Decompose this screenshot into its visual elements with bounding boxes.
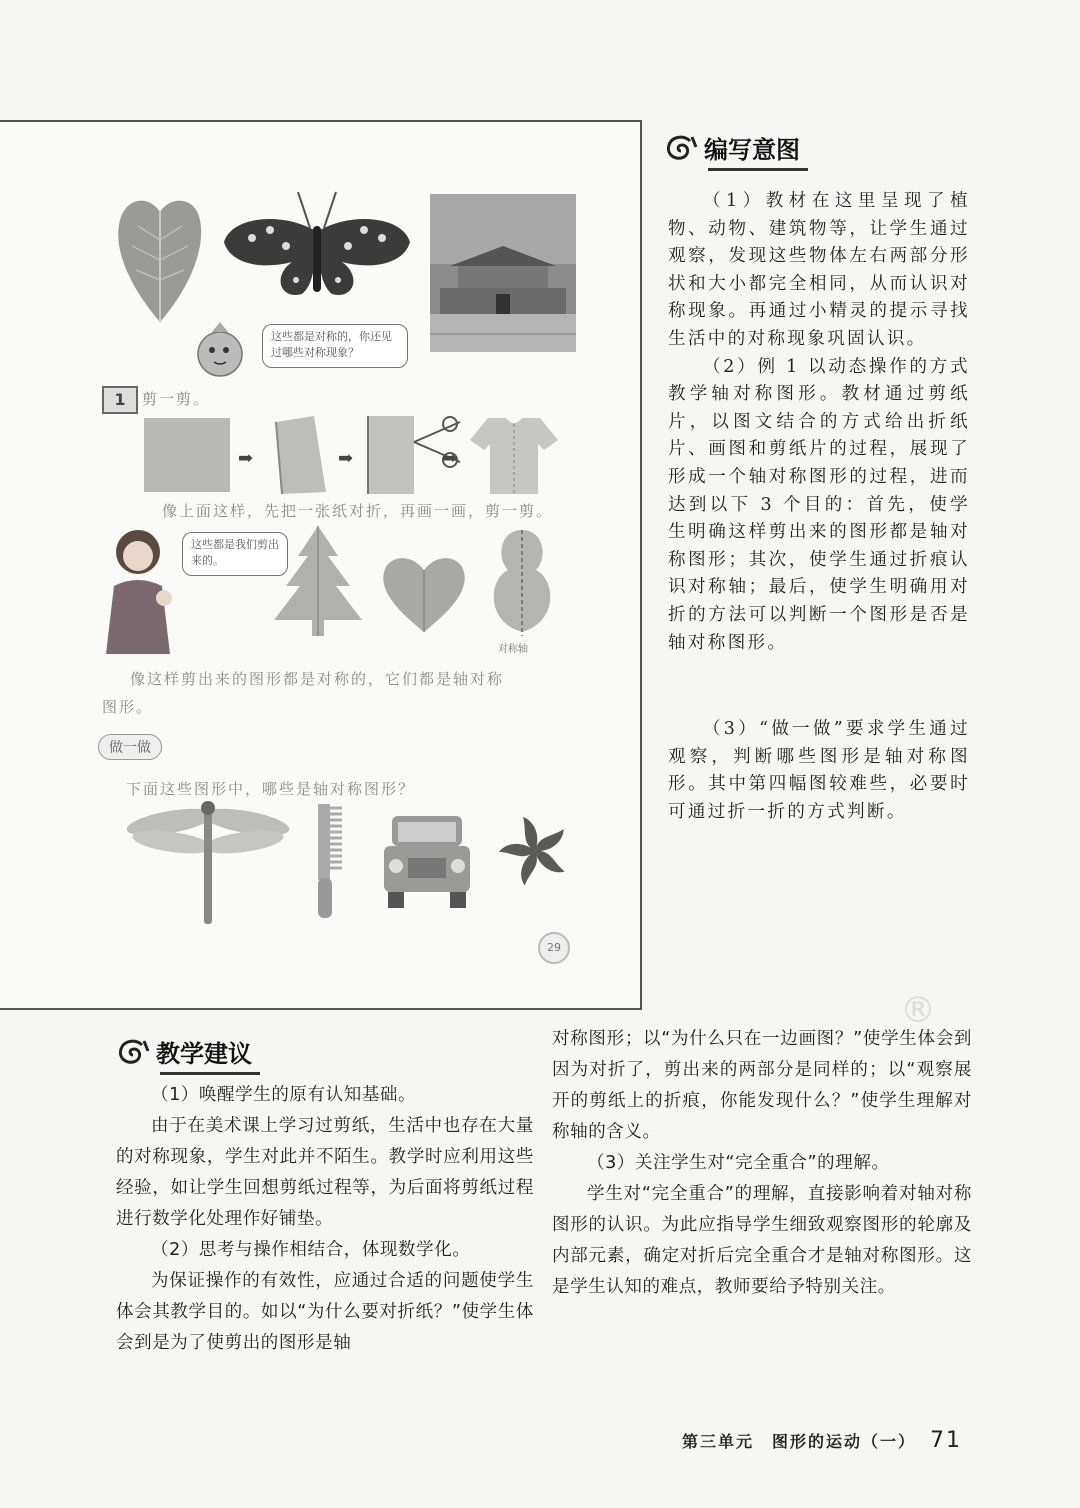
folded-paper	[266, 414, 336, 496]
suggest-point-2-continued: 对称图形；以“为什么只在一边画图？”使学生体会到因为对折了，剪出来的两部分是同样的；以“观察展开的剪纸上的折痕，你能发现什么？”使学生理解对称轴的含义。	[552, 1029, 972, 1142]
bauhinia-flower	[498, 814, 572, 888]
intent-body	[668, 188, 970, 657]
intent-paragraph-3: （3）“做一做”要求学生通过观察，判断哪些图形是轴对称图形。其中第四幅图较难些，必要时可通过折一折的方式判断。	[668, 719, 970, 822]
caption-fold-cut: 像上面这样，先把一张纸对折，再画一画，剪一剪。	[162, 502, 554, 520]
example-number-badge: 1	[102, 386, 138, 414]
intent-title: 编写意图	[704, 136, 800, 164]
comb-illustration	[310, 802, 346, 922]
practice-label: 做一做	[98, 734, 162, 760]
caption-symmetric-line1: 像这样剪出来的图形都是对称的，它们都是轴对称	[130, 670, 505, 688]
arrow-icon: ➡	[442, 448, 458, 469]
leaf-illustration	[112, 190, 208, 326]
girl-character	[100, 526, 180, 658]
intent-paragraph-1: （1）教材在这里呈现了植物、动物、建筑物等，让学生通过观察，发现这些物体左右两部分形状和大小都完全相同，从而认识对称现象。再通过小精灵的提示寻找生活中的对称现象巩固认识。	[668, 191, 970, 349]
intent-paragraph-2: （2）例 1 以动态操作的方式教学轴对称图形。教材通过剪纸片，以图文结合的方式给出折纸片、画图和剪纸片的过程，展现了形成一个轴对称图形的过程，进而达到以下 3 个目的：首先，使学生明确这样剪出来的图形都是轴对称图形；其次，使学生通过折痕认识对称轴；最后，使学生明确用对折的方法可以判断一个图形是否是轴对称图形。	[668, 356, 970, 653]
butterfly-illustration	[222, 190, 412, 310]
example-title: 剪一剪。	[142, 390, 211, 408]
page-number: 71	[930, 1428, 962, 1453]
tiananmen-photo	[430, 194, 576, 352]
page-footer	[682, 1428, 962, 1453]
suggest-point-3-body: 学生对“完全重合”的理解，直接影响着对轴对称图形的认识。为此应指导学生细致观察图形的轮廓及内部元素，确定对折后完全重合才是轴对称图形。这是学生认知的难点，教师要给予特别关注。	[552, 1184, 972, 1297]
symmetry-axis-label: 对称轴	[498, 644, 528, 655]
tree-cutout	[270, 524, 366, 640]
unit-title: 第三单元 图形的运动（一）	[681, 1432, 916, 1451]
arrow-icon: ➡	[338, 448, 354, 469]
practice-question: 下面这些图形中，哪些是轴对称图形？	[126, 780, 416, 798]
gourd-cutout	[482, 528, 562, 636]
sprite-character	[190, 318, 254, 382]
textbook-page-image	[0, 120, 642, 1010]
jeep-illustration	[382, 812, 472, 912]
heart-cutout	[380, 550, 468, 636]
suggest-point-2-title: （2）思考与操作相结合，体现数学化。	[151, 1240, 471, 1260]
caption-symmetric-line2: 图形。	[102, 698, 154, 716]
suggest-point-2-body: 为保证操作的有效性，应通过合适的问题使学生体会其教学目的。如以“为什么要对折纸？”使学生体会到是为了使剪出的图形是轴	[116, 1271, 534, 1353]
heading-underline	[708, 168, 808, 171]
suggest-point-1-title: （1）唤醒学生的原有认知基础。	[151, 1085, 417, 1105]
suggest-point-3-title: （3）关注学生对“完全重合”的理解。	[587, 1153, 890, 1173]
intent-body-continued	[668, 716, 970, 826]
shirt-cutout	[468, 414, 560, 498]
swirl-icon	[116, 1037, 150, 1067]
suggest-point-1-body: 由于在美术课上学习过剪纸，生活中也存在大量的对称现象，学生对此并不陌生。教学时应利用这些经验，如让学生回想剪纸过程等，为后面将剪纸过程进行数学化处理作好铺垫。	[116, 1116, 534, 1229]
swirl-icon	[664, 133, 698, 163]
suggest-left-column	[116, 1080, 534, 1359]
registered-watermark: ®	[900, 990, 936, 1031]
suggest-title: 教学建议	[156, 1040, 252, 1068]
dragonfly-illustration	[124, 798, 292, 926]
suggest-right-column	[552, 1024, 972, 1303]
sprite-speech-bubble: 这些都是对称的，你还见过哪些对称现象？	[262, 324, 408, 368]
arrow-icon: ➡	[238, 448, 254, 469]
intent-heading	[664, 130, 800, 165]
suggest-heading	[116, 1034, 252, 1069]
textbook-page-number: 29	[538, 932, 570, 964]
heading-underline	[160, 1072, 260, 1075]
girl-speech-bubble: 这些都是我们剪出来的。	[182, 532, 288, 576]
paper-square	[144, 418, 230, 492]
